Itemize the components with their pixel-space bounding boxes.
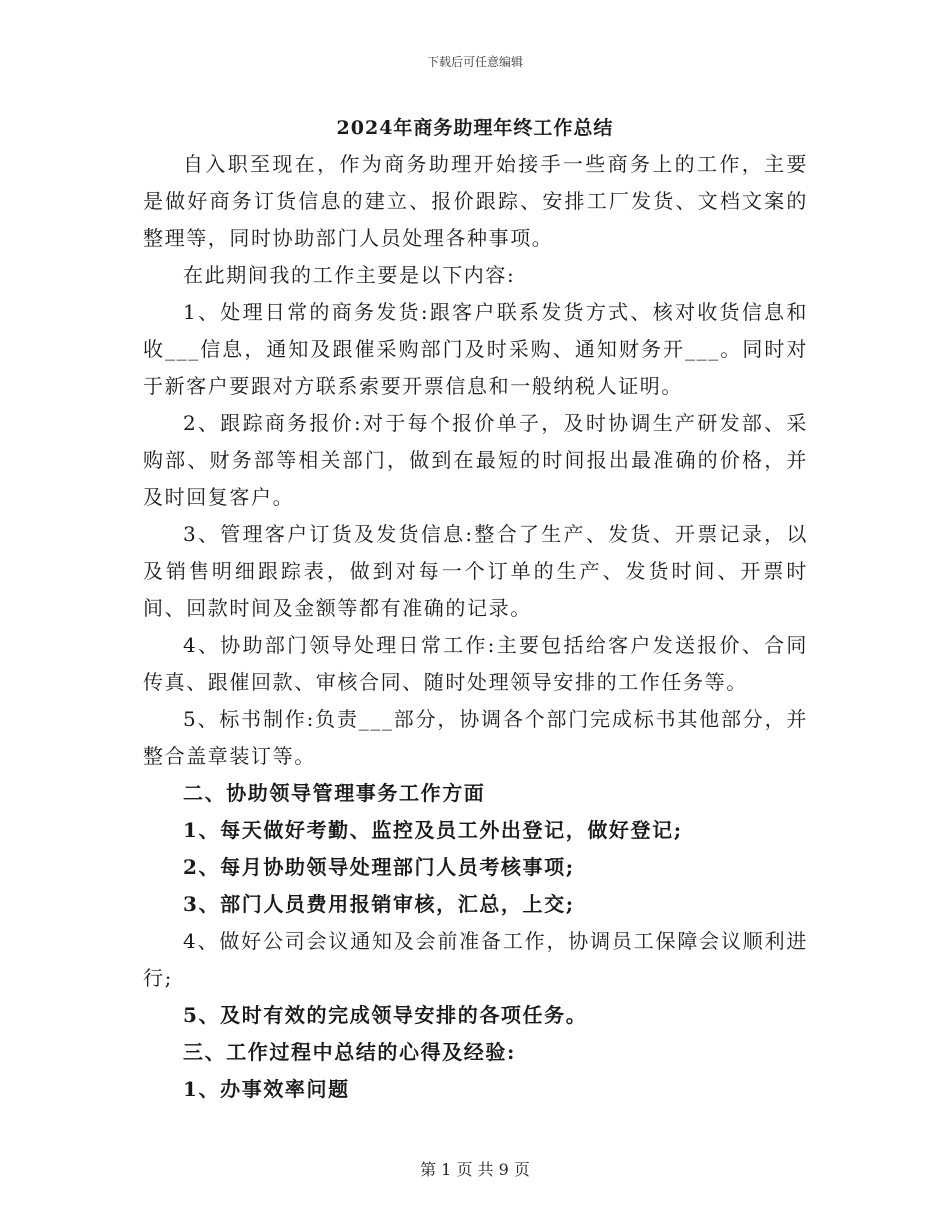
work-content-intro: 在此期间我的工作主要是以下内容:	[183, 263, 516, 287]
page-number: 第 1 页 共 9 页	[420, 1160, 530, 1179]
admin-item-3: 3、部门人员费用报销审核，汇总，上交;	[183, 892, 575, 916]
admin-item-2: 2、每月协助领导处理部门人员考核事项;	[183, 855, 575, 879]
work-item-1: 1、处理日常的商务发货:跟客户联系发货方式、核对收货信息和收___信息，通知及跟催采购部门及时采购、通知财务开___。同时对于新客户要跟对方联系索要开票信息和一般纳税人证明。	[143, 300, 808, 398]
experience-item-1: 1、办事效率问题	[183, 1077, 350, 1101]
work-item-5: 5、标书制作:负责___部分，协调各个部门完成标书其他部分，并整合盖章装订等。	[143, 707, 808, 768]
admin-item-1: 1、每天做好考勤、监控及员工外出登记，做好登记;	[183, 818, 683, 842]
document-title: 2024年商务助理年终工作总结	[336, 117, 614, 139]
admin-item-4: 4、做好公司会议通知及会前准备工作，协调员工保障会议顺利进行;	[143, 929, 808, 990]
document-body	[143, 146, 808, 1108]
section-heading-3: 三、工作过程中总结的心得及经验:	[183, 1040, 516, 1064]
header-note: 下载后可任意编辑	[426, 55, 523, 69]
work-item-4: 4、协助部门领导处理日常工作:主要包括给客户发送报价、合同传真、跟催回款、审核合同、随时处理领导安排的工作任务等。	[143, 633, 808, 694]
work-item-3: 3、管理客户订货及发货信息:整合了生产、发货、开票记录，以及销售明细跟踪表，做到对每一个订单的生产、发货时间、开票时间、回款时间及金额等都有准确的记录。	[143, 522, 808, 620]
section-heading-2: 二、协助领导管理事务工作方面	[183, 781, 486, 805]
intro-paragraph: 自入职至现在，作为商务助理开始接手一些商务上的工作，主要是做好商务订货信息的建立、报价跟踪、安排工厂发货、文档文案的整理等，同时协助部门人员处理各种事项。	[143, 152, 808, 250]
work-item-2: 2、跟踪商务报价:对于每个报价单子，及时协调生产研发部、采购部、财务部等相关部门，做到在最短的时间报出最准确的价格，并及时回复客户。	[143, 411, 808, 509]
admin-item-5: 5、及时有效的完成领导安排的各项任务。	[183, 1003, 588, 1027]
